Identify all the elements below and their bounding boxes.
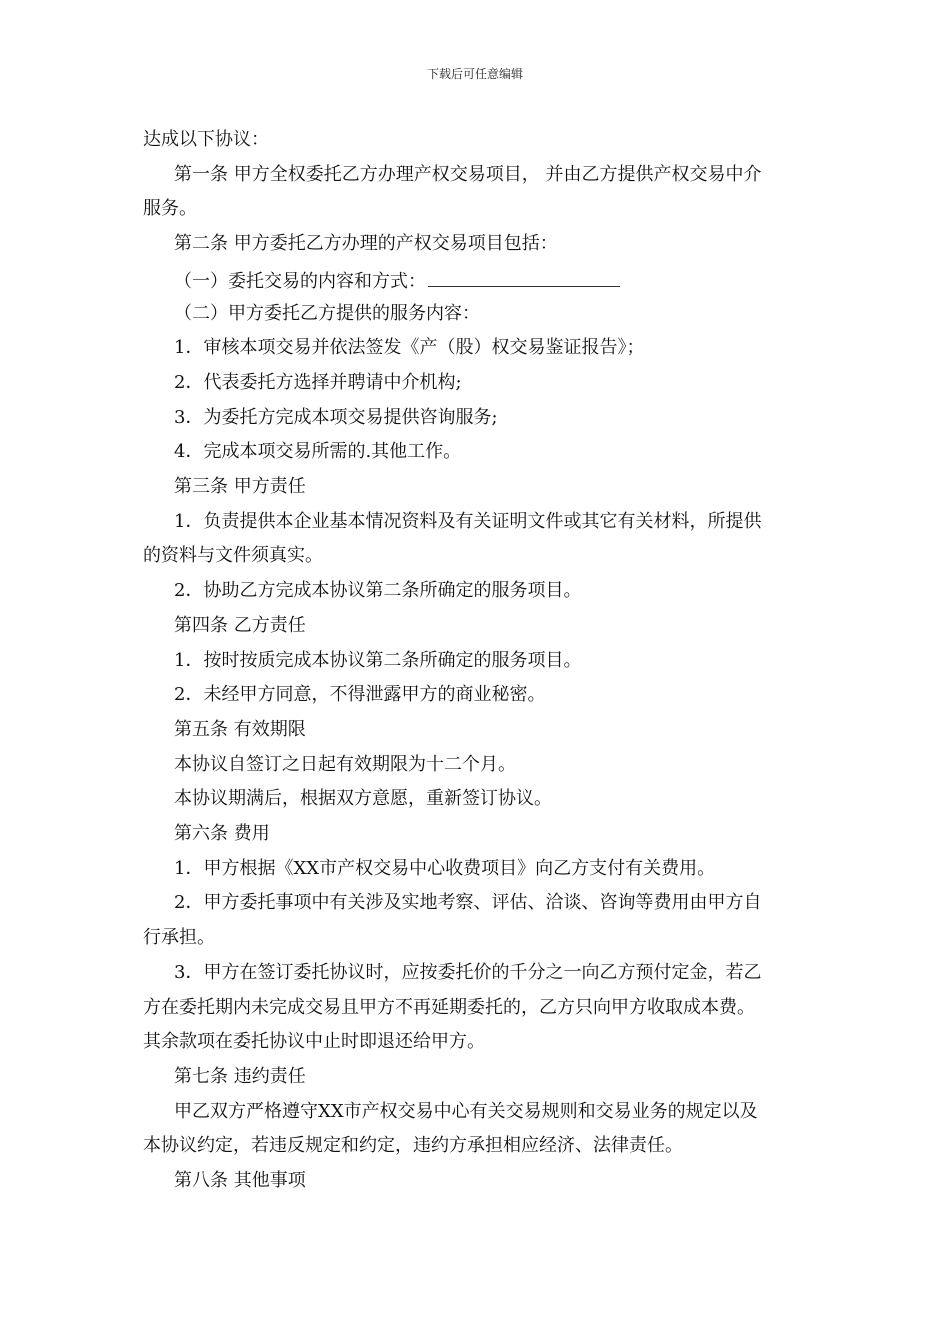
paragraph-line (174, 233, 558, 257)
paragraph-line (143, 1135, 683, 1159)
line-text: 第三条 甲方责任 (174, 476, 306, 497)
line-text: 2．代表委托方选择并聘请中介机构; (174, 371, 462, 393)
paragraph-line (174, 580, 581, 604)
line-text: 方在委托期内未完成交易且甲方不再延期委托的，乙方只向甲方收取成本费。 (143, 996, 755, 1018)
paragraph-line (174, 372, 462, 396)
paragraph-line (174, 719, 306, 743)
line-text: 第二条 甲方委托乙方办理的产权交易项目包括： (174, 233, 558, 255)
line-text: 达成以下协议： (143, 129, 269, 150)
line-text: 3．为委托方完成本项交易提供咨询服务; (174, 406, 498, 428)
line-text: 第五条 有效期限 (174, 718, 306, 740)
paragraph-line (174, 962, 761, 986)
line-text: 甲乙双方严格遵守XX市产权交易中心有关交易规则和交易业务的规定以及 (174, 1100, 758, 1122)
line-text: 2．甲方委托事项中有关涉及实地考察、评估、洽谈、咨询等费用由甲方自 (174, 892, 762, 914)
line-text: 第一条 甲方全权委托乙方办理产权交易项目， 并由乙方提供产权交易中介 (174, 163, 762, 185)
paragraph-line (174, 303, 480, 327)
paragraph-line (174, 407, 498, 431)
line-text: 的资料与文件须真实。 (143, 545, 323, 567)
line-text: 本协议期满后，根据双方意愿，重新签订协议。 (174, 788, 552, 810)
paragraph-line (174, 650, 581, 674)
paragraph-line (174, 788, 552, 812)
fill-in-blank[interactable] (428, 268, 620, 287)
line-text: 其余款项在委托协议中止时即退还给甲方。 (143, 1031, 485, 1053)
paragraph-line (143, 1031, 485, 1055)
line-text: 1．审核本项交易并依法签发《产（股）权交易鉴证报告》； (174, 337, 645, 359)
paragraph-line (174, 892, 761, 916)
paragraph-line (174, 684, 545, 708)
line-text: 1．负责提供本企业基本情况资料及有关证明文件或其它有关材料，所提供 (174, 510, 762, 532)
paragraph-line (174, 441, 461, 465)
paragraph-line (174, 337, 644, 361)
paragraph-line (174, 1101, 758, 1125)
paragraph-line (174, 1170, 306, 1194)
paragraph-line (174, 164, 761, 188)
paragraph-line (143, 927, 215, 951)
line-text: 本协议自签订之日起有效期限为十二个月。 (174, 753, 516, 775)
paragraph-line (174, 823, 270, 847)
line-text: 第四条 乙方责任 (174, 614, 306, 636)
line-text: 1．甲方根据《XX市产权交易中心收费项目》向乙方支付有关费用。 (174, 857, 716, 879)
line-text: 第七条 违约责任 (174, 1065, 306, 1087)
line-text: 本协议约定，若违反规定和约定，违约方承担相应经济、法律责任。 (143, 1135, 683, 1157)
line-text: 2．协助乙方完成本协议第二条所确定的服务项目。 (174, 580, 582, 602)
line-text: 服务。 (143, 198, 197, 220)
line-text: 2．未经甲方同意，不得泄露甲方的商业秘密。 (174, 684, 546, 706)
paragraph-line (174, 268, 620, 292)
paragraph-line (143, 545, 323, 569)
line-text: 行承担。 (143, 927, 215, 949)
paragraph-line (174, 754, 516, 778)
paragraph-line (174, 858, 715, 882)
paragraph-line (174, 615, 306, 639)
line-text: 第八条 其他事项 (174, 1170, 306, 1191)
paragraph-line (174, 511, 761, 535)
line-text: 第六条 费用 (174, 823, 270, 844)
line-text: （一）委托交易的内容和方式： (174, 270, 426, 292)
line-text: （二）甲方委托乙方提供的服务内容： (174, 302, 480, 324)
paragraph-line (143, 997, 755, 1021)
line-text: 4．完成本项交易所需的.其他工作。 (174, 441, 462, 463)
line-text: 1．按时按质完成本协议第二条所确定的服务项目。 (174, 649, 582, 671)
page-header: 下载后可任意编辑 (426, 67, 523, 81)
paragraph-line (143, 198, 197, 222)
paragraph-line (174, 1066, 306, 1090)
line-text: 3．甲方在签订委托协议时，应按委托价的千分之一向乙方预付定金，若乙 (174, 961, 762, 983)
paragraph-line (143, 129, 269, 153)
paragraph-line (174, 476, 306, 500)
